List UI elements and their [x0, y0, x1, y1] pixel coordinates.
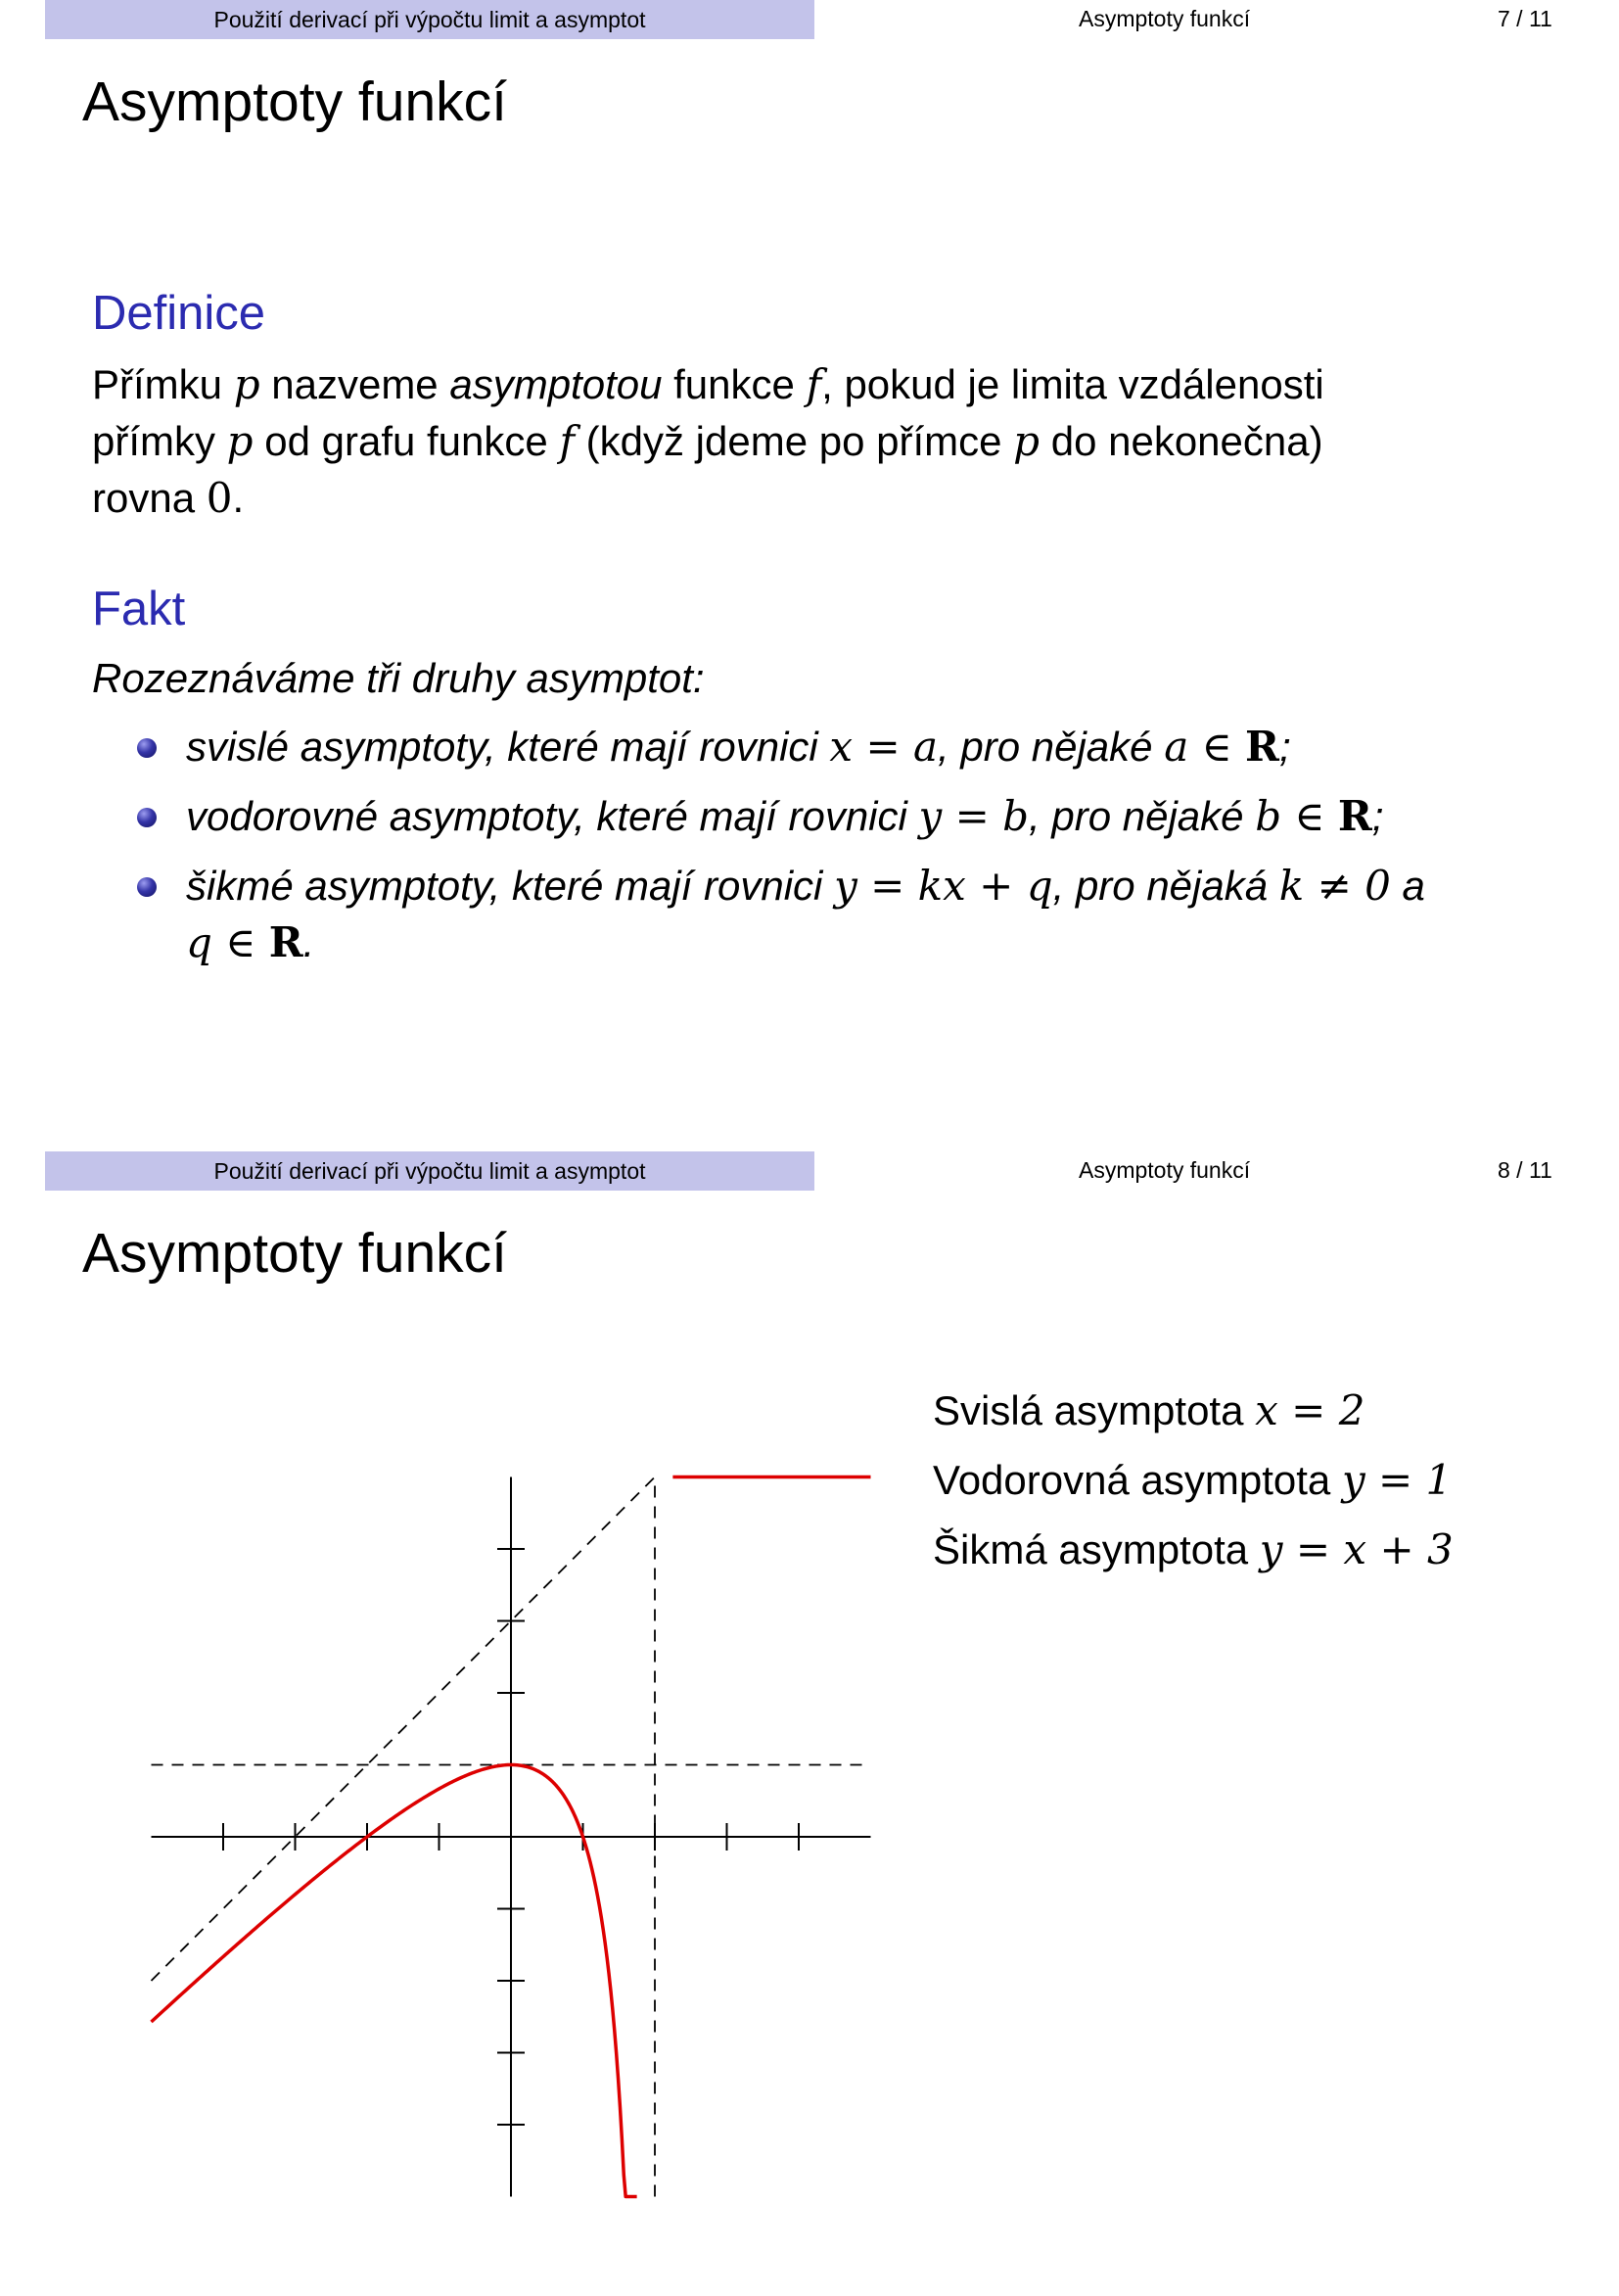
math-zero: 0 [206, 474, 233, 522]
header-section-label: Použití derivací při výpočtu limit a asymptot [213, 1157, 646, 1184]
fact-title: Fakt [92, 583, 186, 635]
item-text: vodorovné asymptoty, které mají rovnici [186, 793, 919, 839]
real-numbers-symbol: R [1245, 723, 1279, 771]
fact-intro: Rozeznáváme tři druhy asymptot: [92, 655, 705, 701]
math-p: p [233, 360, 260, 408]
asymptote-equation: x = 2 [1255, 1386, 1365, 1434]
item-text: svislé asymptoty, které mají rovnici [186, 724, 830, 770]
item-equation: y = b [918, 792, 1030, 840]
frame-title: Asymptoty funkcí [82, 70, 507, 133]
definition-line-3 [92, 470, 1502, 527]
oblique-asymptote-label [933, 1522, 1454, 1578]
definition-body [92, 356, 1502, 527]
item-condition: q ∈ [186, 918, 269, 966]
list-item [137, 858, 1507, 971]
text-span: nazveme [259, 361, 450, 407]
item-text: , pro nějaká [1052, 863, 1279, 909]
oblique-asymptote-line [152, 1477, 656, 1982]
asymptote-graph [0, 1151, 1619, 2296]
asymptote-text: Vodorovná asymptota [933, 1457, 1342, 1503]
text-span: . [232, 475, 245, 521]
math-p: p [1013, 417, 1041, 465]
asymptote-equation: y = x + 3 [1259, 1525, 1454, 1573]
definition-line-2 [92, 413, 1502, 470]
header-section-label: Použití derivací při výpočtu limit a asymptot [213, 6, 646, 32]
text-span: funkce [662, 361, 807, 407]
header-subsection: Asymptoty funkcí [1079, 1157, 1251, 1183]
emphasis: asymptotou [449, 361, 663, 407]
bullet-icon [137, 738, 157, 758]
frame-title: Asymptoty funkcí [82, 1222, 507, 1285]
bullet-icon [137, 877, 157, 897]
list-item [137, 788, 1507, 845]
math-p: p [226, 417, 254, 465]
text-span: (když jdeme po přímce [574, 418, 1014, 464]
item-condition: b ∈ [1255, 792, 1338, 840]
math-f: f [559, 417, 575, 465]
text-span: rovna [92, 475, 207, 521]
text-span: od grafu funkce [253, 418, 560, 464]
text-span: , pokud je limita vzdálenosti [821, 361, 1324, 407]
math-f: f [806, 360, 822, 408]
item-text: , pro nějaké [1029, 793, 1256, 839]
item-text: šikmé asymptoty, které mají rovnici [186, 863, 835, 909]
item-text: a [1390, 863, 1425, 909]
definition-title: Definice [92, 287, 266, 340]
text-span: Přímku [92, 361, 234, 407]
horizontal-asymptote-label [933, 1452, 1452, 1509]
slide-7 [0, 0, 1619, 1145]
item-condition: k ≠ 0 [1278, 862, 1391, 910]
asymptote-equation: y = 1 [1341, 1456, 1453, 1504]
item-condition: a ∈ [1164, 723, 1246, 771]
asymptote-text: Šikmá asymptota [933, 1526, 1260, 1572]
real-numbers-symbol: R [268, 918, 303, 966]
item-end: . [302, 919, 315, 965]
text-span: do nekonečna) [1040, 418, 1323, 464]
item-end: ; [1278, 724, 1291, 770]
header-section [45, 0, 814, 39]
header-subsection: Asymptoty funkcí [1079, 6, 1251, 31]
item-equation: y = kx + q [834, 862, 1053, 910]
asymptote-types-list [137, 719, 1507, 984]
item-end: ; [1371, 793, 1384, 839]
vertical-asymptote-label [933, 1382, 1365, 1439]
text-span: přímky [92, 418, 227, 464]
definition-line-1 [92, 356, 1502, 413]
page-number: 7 / 11 [1498, 6, 1552, 31]
page-number: 8 / 11 [1498, 1157, 1552, 1183]
asymptote-text: Svislá asymptota [933, 1387, 1256, 1433]
real-numbers-symbol: R [1337, 792, 1372, 840]
bullet-icon [137, 808, 157, 827]
list-item [137, 719, 1507, 775]
slide-8 [0, 1151, 1619, 2296]
item-equation: x = a [829, 723, 939, 771]
item-text: , pro nějaké [938, 724, 1165, 770]
